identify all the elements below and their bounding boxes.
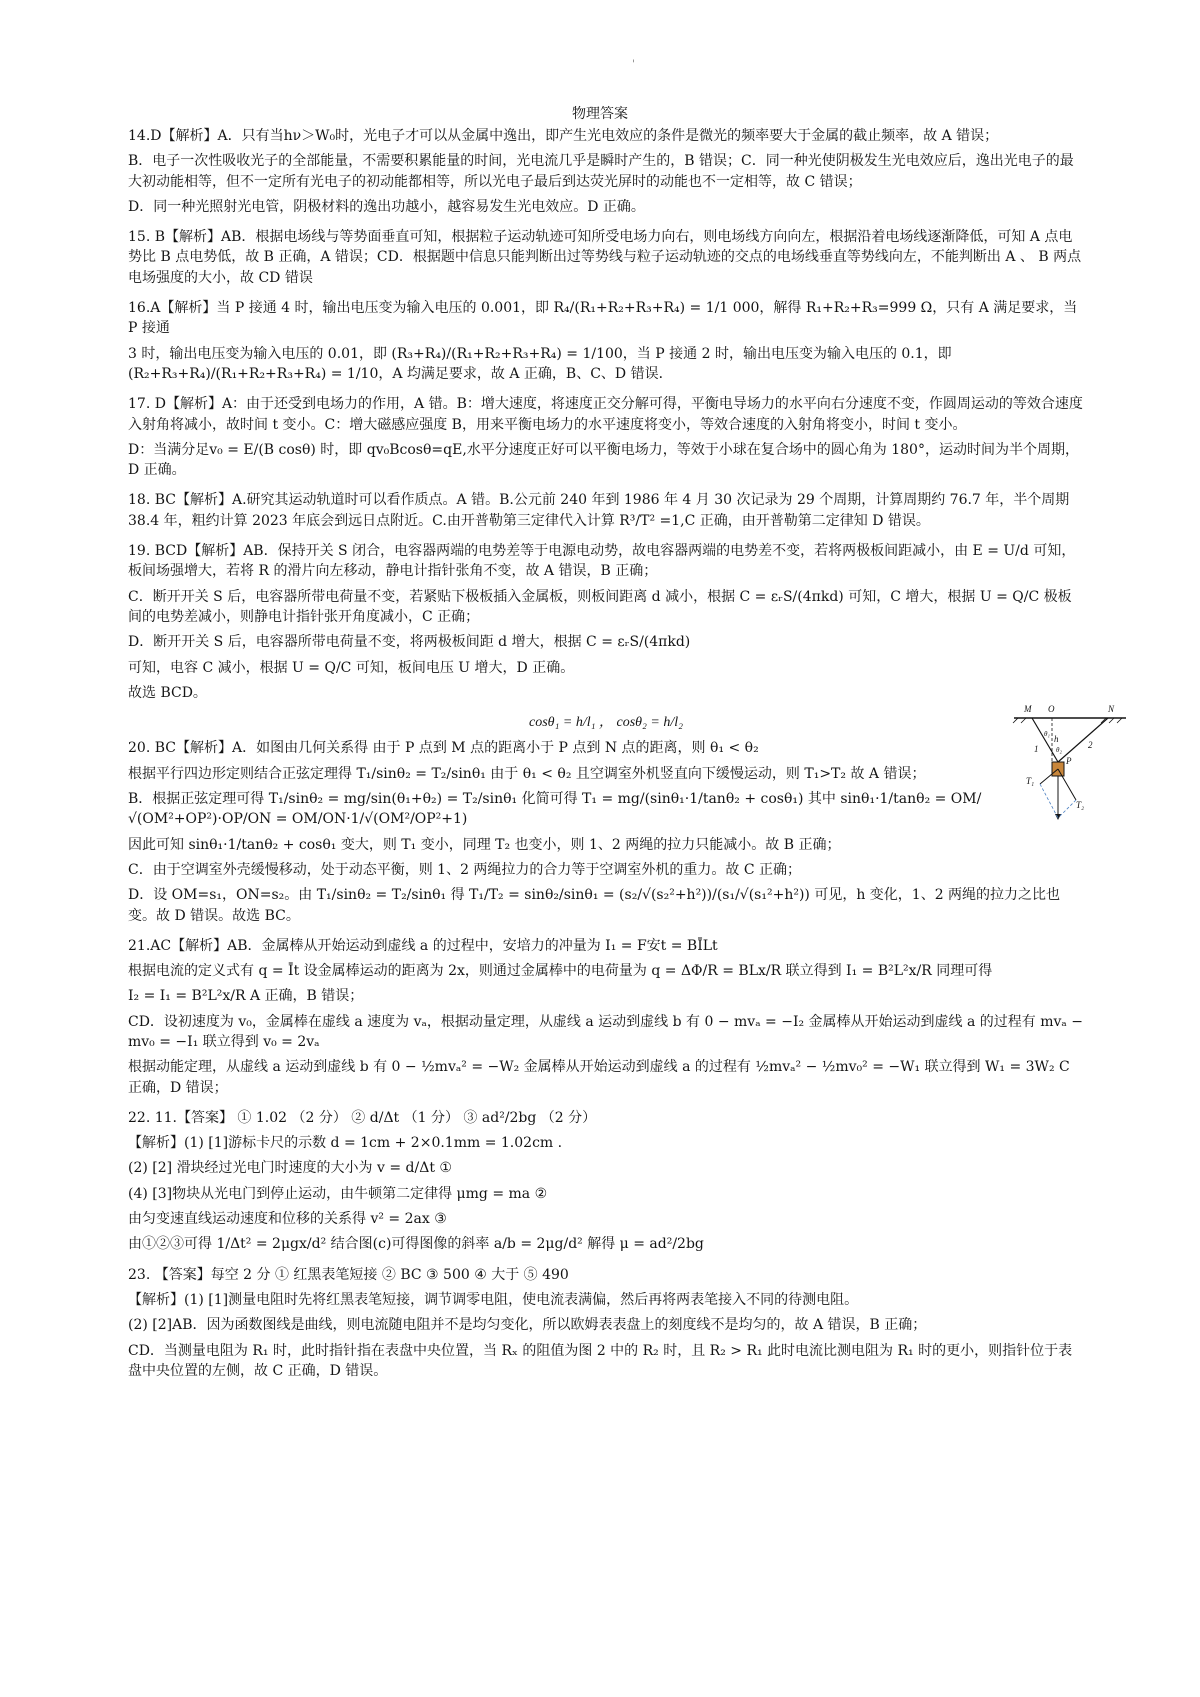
answer-content: [128, 126, 1084, 1386]
label-p: P: [1066, 756, 1072, 766]
answer-16-b: 3 时，输出电压变为输入电压的 0.01，即 (R₃+R₄)/(R₁+R₂+R₃+R₄) = 1/100，当 P 接通 2 时，输出电压变为输入电压的 0.1，即 (R₂+R₃+R₄)/(R₁+R₂+R₃+R₄) = 1/10，A 均满足要求，故 A 正确，B、C、D 错误．: [128, 345, 952, 382]
label-rope1: 1: [1034, 744, 1039, 754]
label-m: M: [1024, 704, 1032, 714]
label-t2: T₂: [1076, 800, 1085, 810]
answer-17-b: D：当满分足v₀ = E/(B cosθ) 时，即 qv₀Bcosθ=qE,水平分速度正好可以平衡电场力，等效于小球在复合场中的圆心角为 180°，运动时间为半个周期，D 正确。: [128, 441, 1079, 479]
answer-20-b: 根据平行四边形定则结合正弦定理得 T₁/sinθ₂ = T₂/sinθ₁ 由于 θ₁ < θ₂ 且空调室外机竖直向下缓慢运动，则 T₁>T₂ 故 A 错误；: [128, 765, 926, 782]
label-t1: T₁: [1026, 776, 1035, 786]
answer-23-a: 【解析】(1) [1]测量电阻时先将红黑表笔短接，调节调零电阻，使电流表满偏，然后再将两表笔接入不同的待测电阻。: [128, 1291, 859, 1308]
answer-22-a: 【解析】(1) [1]游标卡尺的示数 d = 1cm + 2×0.1mm = 1.02cm .: [128, 1135, 563, 1152]
rope-force-diagram: [1010, 696, 1130, 836]
answer-18: 18. BC【解析】A.研究其运动轨道时可以看作质点。A 错。B.公元前 240 年到 1986 年 4 月 30 次记录为 29 个周期，计算周期约 76.7 年，半个周期 38.4 年，粗约计算 2023 年底会到远日点附近。C.由开普勒第三定律代入计算 R³/T² =1,C 正确，由开普勒第二定律知 D 错误。: [128, 492, 1070, 529]
answer-20-e: C．由于空调室外壳缓慢移动，处于动态平衡，则 1、2 两绳拉力的合力等于空调室外机的重力。故 C 正确；: [128, 861, 802, 878]
parallelogram-side-a: [1040, 784, 1058, 818]
answer-15: 15. B【解析】AB．根据电场线与等势面垂直可知，根据粒子运动轨迹可知所受电场力向右，则电场线方向向左，根据沿着电场线逐渐降低，可知 A 点电势比 B 点电势低，故 B 正确，A 错误；CD．根据题中信息只能判断出过等势线与粒子运动轨迹的交点的电场线垂直等势线向左，不能判断出 A 、 B 两点电场强度的大小，故 CD 错误: [128, 229, 1082, 286]
label-rope2: 2: [1088, 740, 1093, 750]
answer-20-a: 20. BC【解析】A．如图由几何关系得 由于 P 点到 M 点的距离小于 P 点到 N 点的距离，则 θ₁ < θ₂: [128, 740, 759, 757]
answer-14-a: 14.D【解析】A．只有当hν＞W₀时，光电子才可以从金属中逸出，即产生光电效应的条件是微光的频率要大于金属的截止频率，故 A 错误；: [128, 128, 999, 144]
label-o: O: [1048, 704, 1055, 714]
answer-14-b: B．电子一次性吸收光子的全部能量，不需要积累能量的时间，光电流几乎是瞬时产生的，B 错误；C．同一种光使阴极发生光电效应后，逸出光电子的最大初动能相等，但不一定所有光电子的初动能都相等，所以光电子最后到达荧光屏时的动能也不一定相等，故 C 错误；: [128, 153, 1074, 190]
answer-23-b: (2) [2]AB．因为函数图线是曲线，则电流随电阻并不是均匀变化，所以欧姆表表盘上的刻度线不是均匀的，故 A 错误，B 正确；: [128, 1317, 927, 1334]
answer-21-e: 根据动能定理，从虚线 a 运动到虚线 b 有 0 − ½mvₐ² = −W₂ 金属棒从开始运动到虚线 a 的过程有 ½mvₐ² − ½mv₀² = −W₁ 联立得到 W₁ = 3W₂ C 正确，D 错误；: [128, 1059, 1070, 1096]
t2-arrow: [1058, 769, 1076, 800]
answer-22-key: 22. 11.【答案】 ① 1.02 （2 分） ② d/Δt （1 分） ③ ad²/2bg （2 分）: [128, 1109, 597, 1126]
answer-14-c: D．同一种光照射光电管，阴极材料的逸出功越小，越容易发生光电效应。D 正确。: [128, 198, 645, 215]
answer-19-a: 19. BCD【解析】AB．保持开关 S 闭合，电容器两端的电势差等于电源电动势，故电容器两端的电势差不变，若将两极板间距减小，由 E = U/d 可知，板间场强增大，若将 R 的滑片向左移动，静电计指针张角不变，故 A 错误，B 正确；: [128, 543, 1076, 580]
answer-22-c: (4) [3]物块从光电门到停止运动，由牛顿第二定律得 μmg = ma ②: [128, 1185, 548, 1202]
label-n: N: [1108, 704, 1115, 714]
page-title: 物理答案: [572, 106, 628, 122]
answer-21-b: 根据电流的定义式有 q = Īt 设金属棒运动的距离为 2x，则通过金属棒中的电荷量为 q = ΔΦ/R = BLx/R 联立得到 I₁ = B²L²x/R 同理可得: [128, 963, 993, 980]
answer-20-cos: cosθ₁ = h/l₁ ， cosθ₂ = h/l₂: [529, 715, 683, 731]
answer-20-c: B．根据正弦定理可得 T₁/sinθ₂ = mg/sin(θ₁+θ₂) = T₂/sinθ₁ 化简可得 T₁ = mg/(sinθ₁·1/tanθ₂ + cosθ₁) 其中 sinθ₁·1/tanθ₂ = OM/√(OM²+OP²)·OP/ON = OM/ON·1/√(OM²/OP²+1): [128, 791, 982, 828]
answer-22-e: 由①②③可得 1/Δt² = 2μgx/d² 结合图(c)可得图像的斜率 a/b = 2μg/d² 解得 μ = ad²/2bg: [128, 1236, 704, 1253]
label-theta2: θ₂: [1056, 746, 1062, 754]
answer-19-e: 故选 BCD。: [128, 684, 207, 701]
answer-19-d: 可知，电容 C 减小，根据 U = Q/C 可知，板间电压 U 增大，D 正确。: [128, 659, 575, 676]
answer-21-a: 21.AC【解析】AB．金属棒从开始运动到虚线 a 的过程中，安培力的冲量为 I₁ = F安t = BĪLt: [128, 937, 718, 954]
answer-22-b: (2) [2] 滑块经过光电门时速度的大小为 v = d/Δt ①: [128, 1160, 452, 1177]
answer-16-a: 16.A【解析】当 P 接通 4 时，输出电压变为输入电压的 0.001，即 R₄/(R₁+R₂+R₃+R₄) = 1/1 000，解得 R₁+R₂+R₃=999 Ω，只有 A 满足要求，当 P 接通: [128, 300, 1078, 337]
parallelogram-side-b: [1058, 800, 1076, 818]
answer-22-d: 由匀变速直线运动速度和位移的关系得 v² = 2ax ③: [128, 1211, 447, 1228]
label-h: h: [1054, 734, 1059, 744]
answer-19-b: C．断开开关 S 后，电容器所带电荷量不变，若紧贴下极板插入金属板，则板间距离 d 减小，根据 C = εᵣS/(4πkd) 可知，C 增大，根据 U = Q/C 极板间的电势差减小，则静电计指针张开角度减小，C 正确；: [128, 588, 1072, 625]
answer-20-f: D．设 OM=s₁，ON=s₂。由 T₁/sinθ₂ = T₂/sinθ₁ 得 T₁/T₂ = sinθ₂/sinθ₁ = (s₂/√(s₂²+h²))/(s₁/√(s₁²+h²)) 可见，h 变化，1、2 两绳的拉力之比也变。故 D 错误。故选 BC。: [128, 887, 1061, 924]
answer-23-key: 23. 【答案】每空 2 分 ① 红黑表笔短接 ② BC ③ 500 ④ 大于 ⑤ 490: [128, 1266, 569, 1283]
answer-21-c: I₂ = I₁ = B²L²x/R A 正确，B 错误；: [128, 988, 364, 1005]
answer-21-d: CD．设初速度为 v₀，金属棒在虚线 a 速度为 vₐ，根据动量定理，从虚线 a 运动到虚线 b 有 0 − mvₐ = −I₂ 金属棒从开始运动到虚线 a 的过程有 mvₐ − mv₀ = −I₁ 联立得到 v₀ = 2vₐ: [128, 1013, 1084, 1050]
answer-17-a: 17. D【解析】A：由于还受到电场力的作用，A 错。B：增大速度，将速度正交分解可得，平衡电导场力的水平向右分速度不变，作圆周运动的等效合速度入射角将减小，故时间 t 变小。C：增大磁感应强度 B，用来平衡电场力的水平速度将变小，等效合速度的入射角将变小，时间 t 变小。: [128, 396, 1083, 433]
answer-23-c: CD．当测量电阻为 R₁ 时，此时指针指在表盘中央位置，当 Rₓ 的阻值为图 2 中的 R₂ 时，且 R₂ > R₁ 此时电流比测电阻为 R₁ 时的更小，则指针位于表盘中央位置的左侧，故 C 正确，D 错误。: [128, 1342, 1073, 1379]
gravity-arrowhead: [1055, 814, 1061, 820]
answer-20-d: 因此可知 sinθ₁·1/tanθ₂ + cosθ₁ 变大，则 T₁ 变小，同理 T₂ 也变小，则 1、2 两绳的拉力只能减小。故 B 正确；: [128, 836, 841, 853]
answer-19-c: D．断开开关 S 后，电容器所带电荷量不变，将两极板间距 d 增大，根据 C = εᵣS/(4πkd): [128, 634, 691, 651]
label-theta1: θ₁: [1044, 730, 1050, 738]
corner-mark: ': [632, 59, 635, 70]
